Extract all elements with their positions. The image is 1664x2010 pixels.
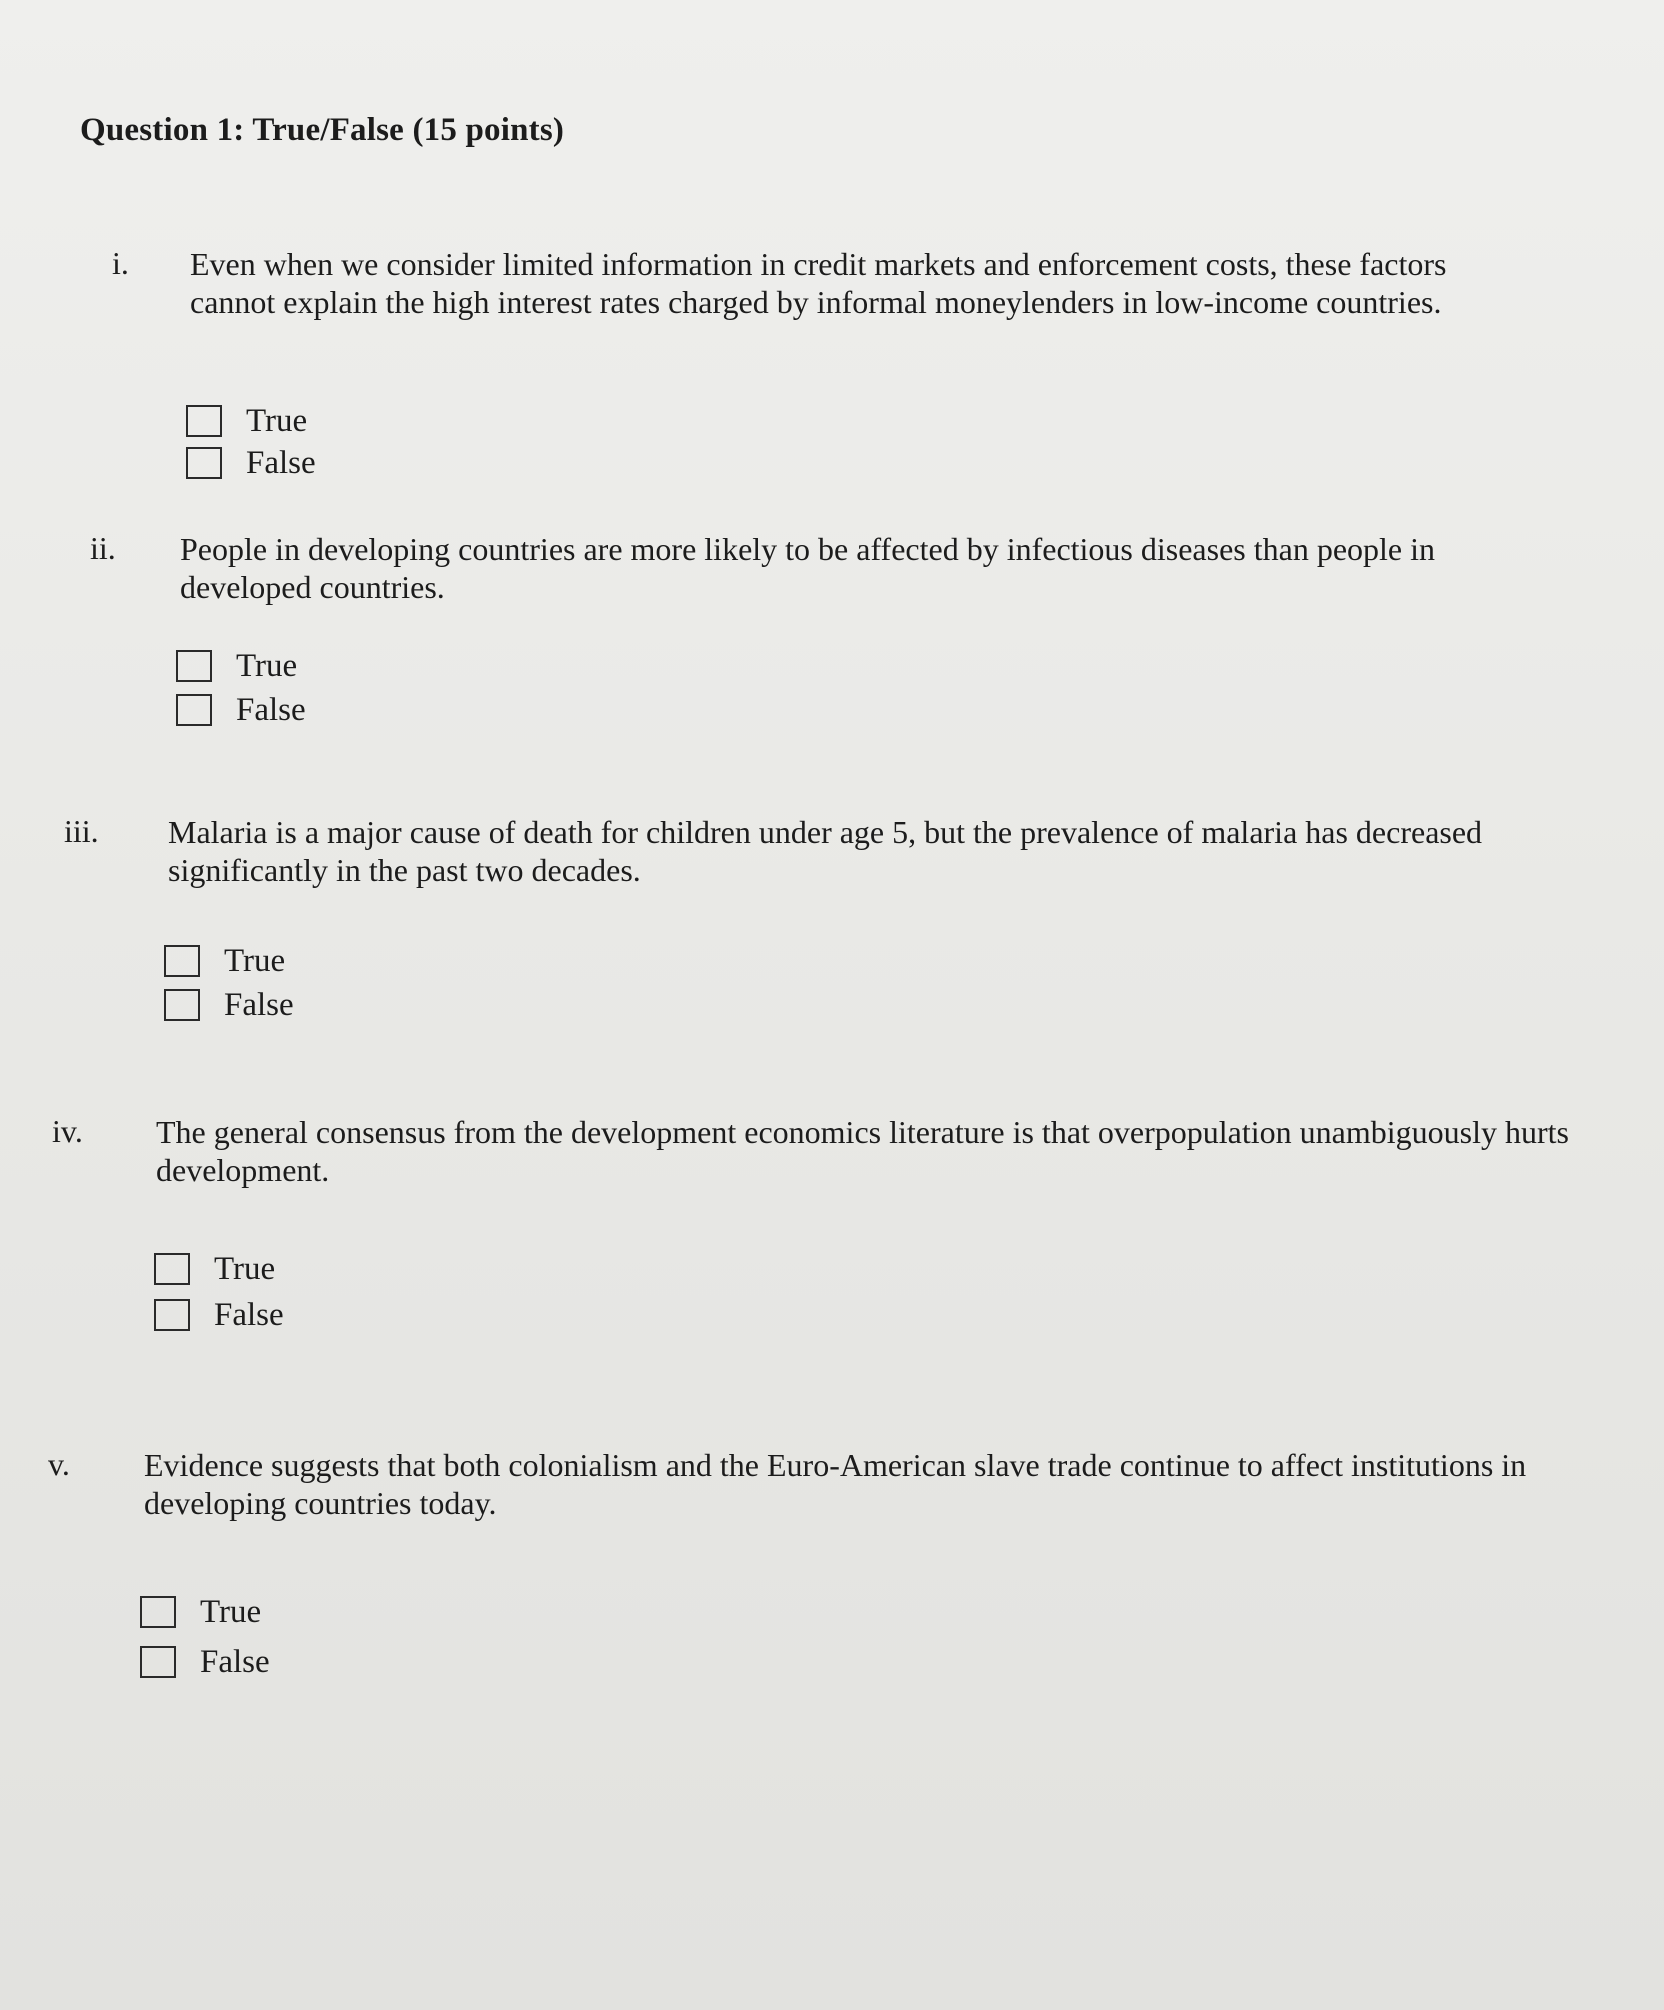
option-true[interactable] — [164, 941, 285, 981]
section-title: Question 1: True/False (15 points) — [80, 112, 565, 148]
question-number: iii. — [64, 813, 99, 849]
option-label: False — [236, 691, 306, 728]
question-number: iv. — [52, 1113, 83, 1149]
option-true[interactable] — [154, 1249, 275, 1289]
option-label: True — [236, 647, 298, 684]
option-false[interactable] — [140, 1642, 270, 1682]
option-false[interactable] — [176, 690, 306, 730]
checkbox[interactable] — [140, 1596, 176, 1628]
option-label: True — [224, 942, 286, 979]
question-text: Even when we consider limited information in credit markets and enforcement costs, these factors cannot explain the high interest rates charged by informal moneylenders in low-income countries. — [190, 246, 1447, 320]
checkbox[interactable] — [154, 1253, 190, 1285]
question-text: The general consensus from the development economics literature is that overpopulation unambiguously hurts development. — [156, 1114, 1569, 1188]
question-text: Malaria is a major cause of death for children under age 5, but the prevalence of malaria has decreased significantly in the past two decades. — [168, 814, 1483, 888]
option-true[interactable] — [176, 646, 297, 686]
question-text: Evidence suggests that both colonialism and the Euro-American slave trade continue to affect institutions in developing countries today. — [144, 1447, 1527, 1521]
checkbox[interactable] — [140, 1646, 176, 1678]
checkbox[interactable] — [186, 447, 222, 479]
question-number: i. — [112, 245, 129, 281]
option-label: False — [214, 1296, 284, 1333]
option-false[interactable] — [154, 1295, 284, 1335]
checkbox[interactable] — [176, 694, 212, 726]
question-text: People in developing countries are more likely to be affected by infectious diseases than people in developed countries. — [180, 531, 1436, 605]
option-label: True — [246, 402, 308, 439]
option-label: True — [214, 1250, 276, 1287]
option-false[interactable] — [186, 443, 316, 483]
option-label: False — [246, 444, 316, 481]
option-true[interactable] — [140, 1592, 261, 1632]
checkbox[interactable] — [164, 989, 200, 1021]
option-true[interactable] — [186, 401, 307, 441]
checkbox[interactable] — [154, 1299, 190, 1331]
option-label: False — [200, 1643, 270, 1680]
checkbox[interactable] — [186, 405, 222, 437]
checkbox[interactable] — [176, 650, 212, 682]
option-false[interactable] — [164, 985, 294, 1025]
option-label: False — [224, 986, 294, 1023]
question-number: ii. — [90, 530, 116, 566]
question-number: v. — [48, 1446, 70, 1482]
option-label: True — [200, 1593, 262, 1630]
checkbox[interactable] — [164, 945, 200, 977]
